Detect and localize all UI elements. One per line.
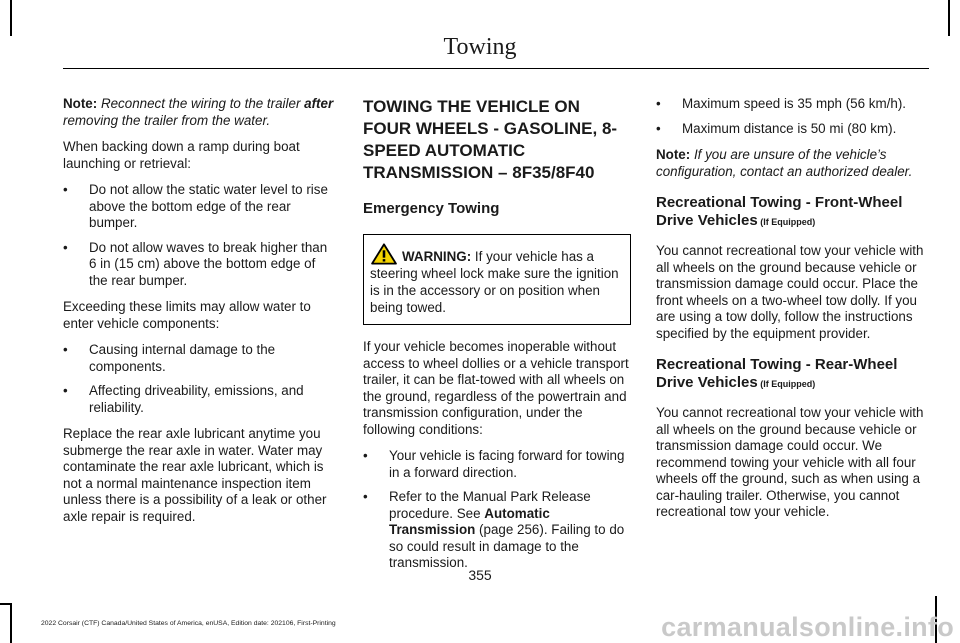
bullet-icon: • <box>656 96 661 111</box>
warning-label: WARNING: <box>402 249 472 264</box>
flat-tow-paragraph: If your vehicle becomes inoperable without access to wheel dollies or a vehicle transport trailer, it can be flat-towed with all wheels on the ground, regardless of the powertrain and transmission configuration, under the following conditions: <box>363 339 629 437</box>
list-item-text-end: (page 256). Failing to do so could result in damage to the transmission. <box>389 522 625 570</box>
list-item-text: Your vehicle is facing forward for towing in a forward direction. <box>389 448 625 480</box>
emergency-towing-heading: Emergency Towing <box>363 200 500 217</box>
front-wheel-drive-paragraph: You cannot recreational tow your vehicle with all wheels on the ground because vehicle or transmission damage could occur. Place the front wheels on a two-wheel tow dolly. If you are using a tow dolly, follow the instructions specified by the equipment provider. <box>656 243 924 341</box>
exceed-paragraph: Exceeding these limits may allow water to enter vehicle components: <box>63 299 311 331</box>
column-right <box>656 96 928 531</box>
heading-text: Recreational Towing - Front-Wheel Drive Vehicles <box>656 194 903 229</box>
front-wheel-drive-heading <box>656 194 928 231</box>
list-item <box>656 121 928 138</box>
crop-mark-top-right <box>948 0 950 36</box>
header-rule <box>63 68 929 69</box>
bullet-icon: • <box>63 182 68 197</box>
note-emphasis: after <box>304 96 334 111</box>
automatic-transmission-link[interactable]: Automatic Transmission <box>389 505 550 537</box>
rear-wheel-drive-paragraph: You cannot recreational tow your vehicle with all wheels on the ground because vehicle or transmission damage could occur. We recommend towing your vehicle with all four wheels off the ground, such as when using a car-hauling trailer. Otherwise, you cannot recreational tow your vehicle. <box>656 405 924 519</box>
if-equipped-qualifier: (If Equipped) <box>757 217 816 227</box>
if-equipped-qualifier: (If Equipped) <box>757 379 816 389</box>
note-label: Note: <box>63 96 98 111</box>
note-paragraph <box>63 96 337 129</box>
crop-mark-bottom-left-v <box>10 603 12 643</box>
list-item <box>63 383 337 416</box>
list-item-text: Maximum distance is 50 mi (80 km). <box>682 120 897 136</box>
limits-bullet-list <box>656 96 928 137</box>
column-left <box>63 96 337 535</box>
column-middle <box>363 96 631 582</box>
heading-text: Recreational Towing - Rear-Wheel Drive Vehicles <box>656 356 898 391</box>
bullet-icon: • <box>363 489 368 504</box>
list-item <box>63 240 337 290</box>
list-item-text: Maximum speed is 35 mph (56 km/h). <box>682 96 906 111</box>
list-item <box>656 96 928 113</box>
crop-mark-top-left <box>10 0 12 36</box>
page-header-title: Towing <box>443 34 517 60</box>
config-note <box>656 147 928 180</box>
ramp-bullet-list <box>63 182 337 289</box>
list-item <box>363 448 631 481</box>
list-item-text: Do not allow the static water level to rise above the bottom edge of the rear bumper. <box>89 182 328 230</box>
note-text: If you are unsure of the vehicle’s configuration, contact an authorized dealer. <box>656 147 913 179</box>
consequence-bullet-list <box>63 342 337 416</box>
bullet-icon: • <box>656 120 661 136</box>
list-item <box>63 182 337 232</box>
rear-wheel-drive-heading <box>656 356 928 393</box>
note-text: Reconnect the wiring to the trailer <box>97 96 305 111</box>
bullet-icon: • <box>363 448 368 463</box>
page-number: 355 <box>468 567 492 583</box>
list-item-text: Refer to the Manual Park Release procedure. See <box>389 489 591 521</box>
list-item-text: Affecting driveability, emissions, and reliability. <box>89 383 304 415</box>
ramp-intro: When backing down a ramp during boat launching or retrieval: <box>63 139 300 171</box>
warning-text: If your vehicle has a steering wheel lock make sure the ignition is in the accessory or on position when being towed. <box>370 249 619 315</box>
conditions-bullet-list <box>363 448 631 572</box>
bullet-icon: • <box>63 239 68 255</box>
warning-triangle-icon <box>370 243 398 265</box>
list-item-text: Do not allow waves to break higher than 6 in (15 cm) above the bottom edge of the rear bumper. <box>89 239 328 288</box>
list-item <box>363 489 631 572</box>
warning-box <box>363 234 631 325</box>
bullet-icon: • <box>63 342 68 357</box>
edition-footer: 2022 Corsair (CTF) Canada/United States of America, enUSA, Edition date: 202106, First-Printing <box>41 620 336 627</box>
lubricant-paragraph: Replace the rear axle lubricant anytime you submerge the rear axle in water. Water may contaminate the rear axle lubricant, which is not a normal maintenance inspection item unless there is a possibility of a leak or other axle repair is required. <box>63 426 327 524</box>
note-label: Note: <box>656 147 691 162</box>
watermark: carmanualsonline.info <box>661 612 954 642</box>
note-text-end: removing the trailer from the water. <box>63 112 271 128</box>
section-title: TOWING THE VEHICLE ON FOUR WHEELS - GASOLINE, 8-SPEED AUTOMATIC TRANSMISSION – 8F35/8F40 <box>363 97 618 182</box>
list-item <box>63 342 337 375</box>
list-item-text: Causing internal damage to the components. <box>89 342 276 374</box>
bullet-icon: • <box>63 383 68 398</box>
